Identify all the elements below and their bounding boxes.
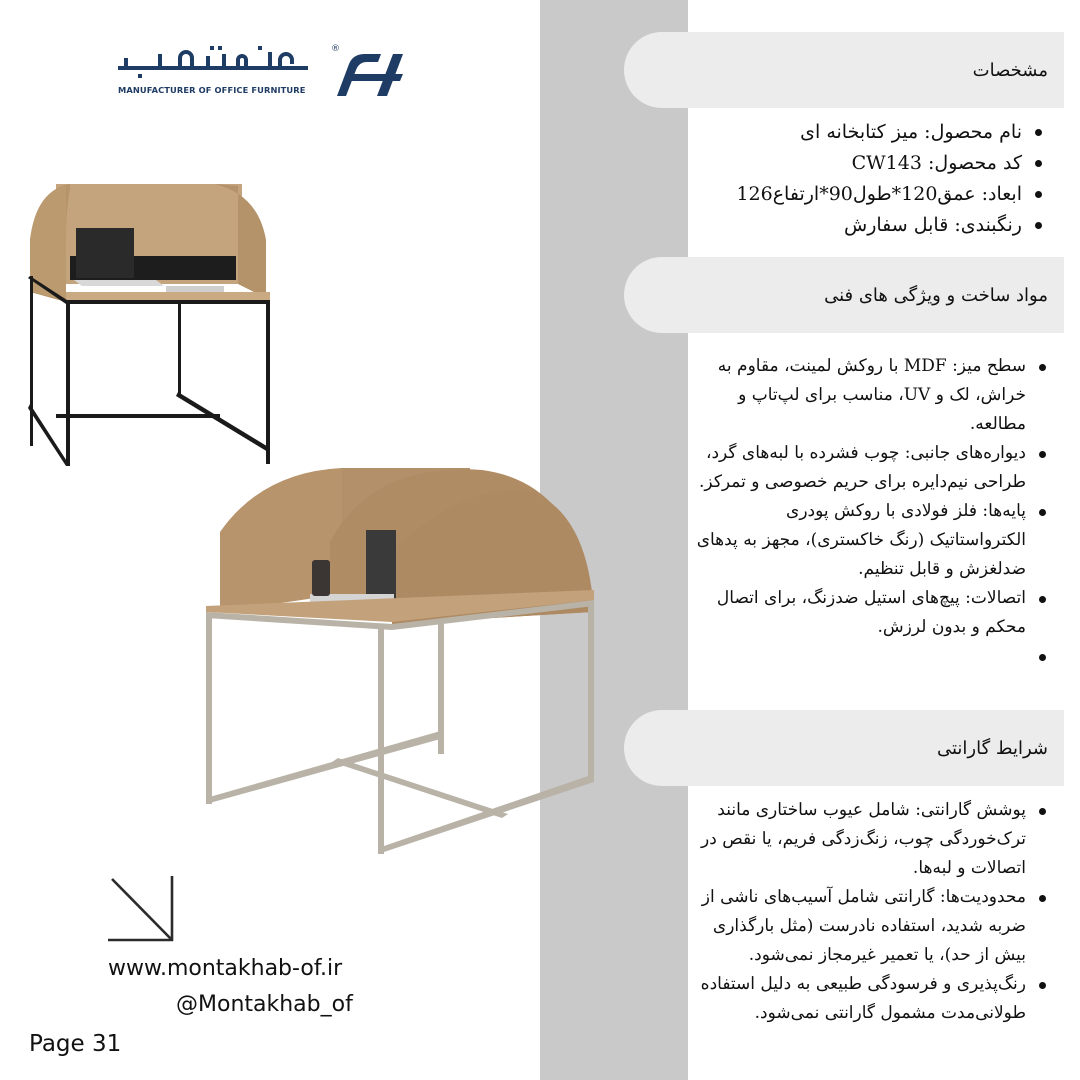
brand-mark-icon bbox=[323, 50, 413, 96]
materials-list bbox=[688, 352, 1048, 686]
product-image-black-frame bbox=[26, 180, 274, 470]
section-title-warranty: شرایط گارانتی bbox=[936, 737, 1048, 759]
material-legs: پایه‌ها: فلز فولادی با روکش پودری الکترواستاتیک (رنگ خاکستری)، مجهز به پدهای ضدلغزش و قابل تنظیم. bbox=[688, 497, 1048, 584]
specs-list bbox=[684, 117, 1044, 241]
spec-product-name: نام محصول: میز کتابخانه ای bbox=[684, 117, 1044, 148]
warranty-limitations: محدودیت‌ها: گارانتی شامل آسیب‌های ناشی از ضربه شدید، استفاده نادرست (مثل بارگذاری بیش از حد)، یا تعمیر غیرمجاز نمی‌شود. bbox=[686, 883, 1048, 970]
warranty-list bbox=[686, 796, 1048, 1028]
spec-colors: رنگبندی: قابل سفارش bbox=[684, 210, 1044, 241]
arrow-down-right-icon bbox=[106, 874, 176, 944]
material-connections: اتصالات: پیچ‌های استیل ضدزنگ، برای اتصال محکم و بدون لرزش. bbox=[688, 584, 1048, 642]
section-header-warranty bbox=[624, 710, 1064, 786]
spec-product-code: کد محصول: CW143 bbox=[684, 148, 1044, 179]
material-empty-item bbox=[688, 642, 1048, 686]
website-link[interactable]: www.montakhab-of.ir bbox=[108, 956, 343, 981]
brand-logo bbox=[118, 44, 413, 104]
material-desktop: سطح میز: MDF با روکش لمینت، مقاوم به خراش، لک و UV، مناسب برای لپ‌تاپ و مطالعه. bbox=[688, 352, 1048, 439]
material-side-panels: دیواره‌های جانبی: چوب فشرده با لبه‌های گرد، طراحی نیم‌دایره برای حریم خصوصی و تمرکز. bbox=[688, 439, 1048, 497]
section-title-specs: مشخصات bbox=[972, 59, 1048, 81]
brand-wordmark-fa bbox=[118, 44, 308, 80]
section-header-materials bbox=[624, 257, 1064, 333]
warranty-coverage: پوشش گارانتی: شامل عیوب ساختاری مانند ترک‌خوردگی چوب، زنگ‌زدگی فریم، یا نقص در اتصالات و لبه‌ها. bbox=[686, 796, 1048, 883]
social-handle-link[interactable]: @Montakhab_of bbox=[176, 992, 353, 1017]
section-title-materials: مواد ساخت و ویژگی های فنی bbox=[824, 284, 1048, 306]
spec-dimensions: ابعاد: عمق120*طول90*ارتفاع126 bbox=[684, 179, 1044, 210]
brand-tagline: MANUFACTURER OF OFFICE FURNITURE bbox=[118, 85, 306, 95]
registered-mark: ® bbox=[331, 44, 340, 54]
product-image-gray-frame bbox=[202, 462, 598, 858]
section-header-specs bbox=[624, 32, 1064, 108]
warranty-wear-note: رنگ‌پذیری و فرسودگی طبیعی به دلیل استفاده طولانی‌مدت مشمول گارانتی نمی‌شود. bbox=[686, 970, 1048, 1028]
page-number: Page 31 bbox=[29, 1031, 122, 1057]
